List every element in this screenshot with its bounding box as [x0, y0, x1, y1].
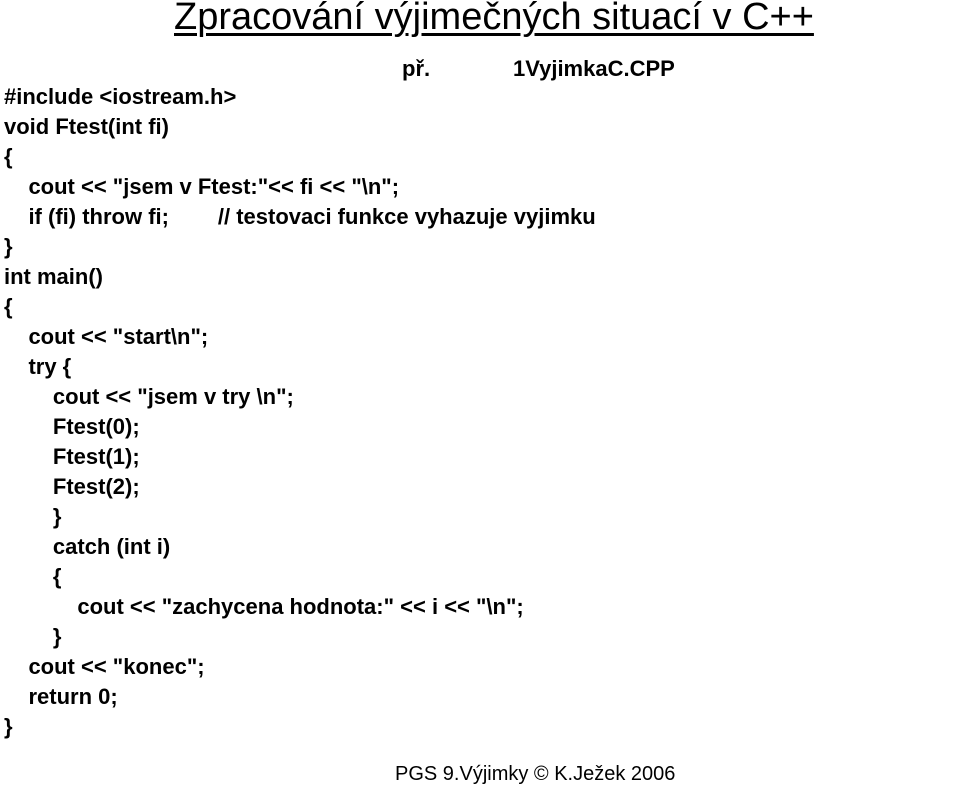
file-prefix: př.	[402, 56, 431, 81]
code-line: }	[4, 714, 13, 739]
slide-footer: PGS 9.Výjimky © K.Ježek 2006	[395, 763, 676, 785]
code-line: cout << "start\n";	[4, 324, 209, 349]
code-line: catch (int i)	[4, 534, 171, 559]
code-line: {	[4, 294, 13, 319]
code-line: int main()	[4, 264, 103, 289]
code-line: }	[4, 234, 13, 259]
code-line: Ftest(1);	[4, 444, 140, 469]
code-line: {	[4, 144, 13, 169]
code-line: if (fi) throw fi; // testovaci funkce vyhazuje vyjimku	[4, 204, 596, 229]
code-line: cout << "zachycena hodnota:" << i << "\n";	[4, 594, 524, 619]
slide-title: Zpracování výjimečných situací v C++	[174, 0, 814, 38]
code-line: cout << "jsem v try \n";	[4, 384, 294, 409]
code-line: {	[4, 564, 62, 589]
code-line: }	[4, 504, 62, 529]
code-line: cout << "konec";	[4, 654, 205, 679]
code-line: Ftest(2);	[4, 474, 140, 499]
code-line: cout << "jsem v Ftest:"<< fi << "\n";	[4, 174, 400, 199]
code-line: try {	[4, 354, 72, 379]
code-line: Ftest(0);	[4, 414, 140, 439]
code-line: }	[4, 624, 62, 649]
code-line: #include <iostream.h>	[4, 84, 237, 109]
code-line: void Ftest(int fi)	[4, 114, 169, 139]
code-line: return 0;	[4, 684, 118, 709]
file-name: 1VyjimkaC.CPP	[513, 56, 675, 81]
code-listing	[4, 82, 596, 742]
